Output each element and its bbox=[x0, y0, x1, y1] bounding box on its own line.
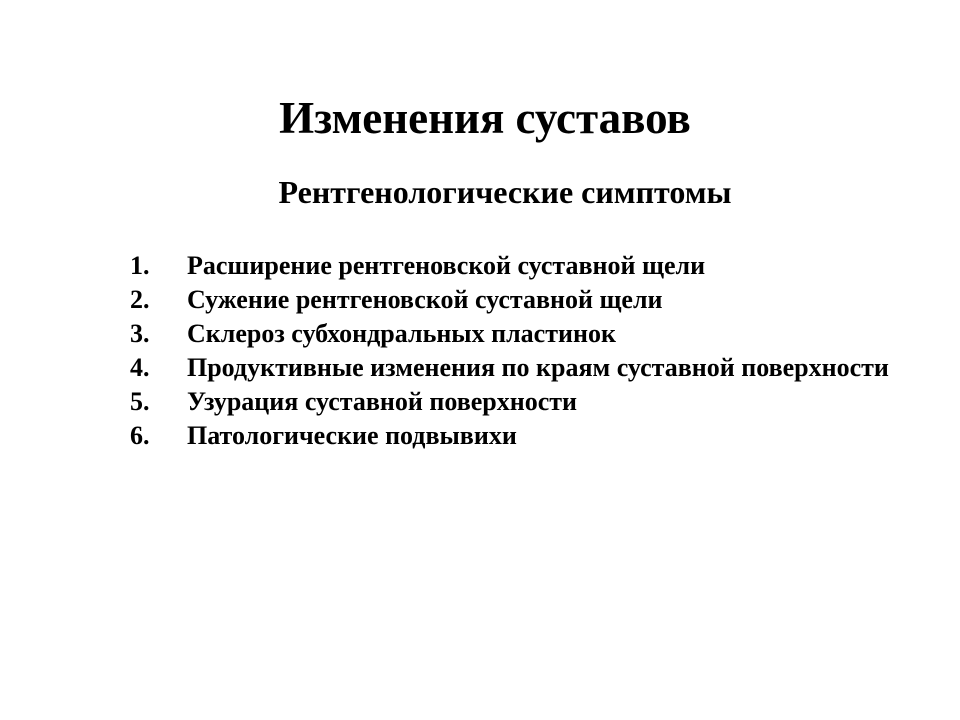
list-item-text: Продуктивные изменения по краям суставной поверхности bbox=[187, 353, 889, 382]
list-item-text: Сужение рентгеновской суставной щели bbox=[187, 285, 663, 314]
list-item bbox=[130, 353, 890, 382]
symptom-list bbox=[130, 251, 890, 458]
list-item-number: 1. bbox=[130, 251, 150, 280]
list-item-number: 3. bbox=[130, 319, 150, 348]
list-item bbox=[130, 251, 890, 280]
list-item-text: Расширение рентгеновской суставной щели bbox=[187, 251, 706, 280]
list-item bbox=[130, 387, 890, 416]
list-item-text: Патологические подвывихи bbox=[187, 421, 517, 450]
list-item bbox=[130, 319, 890, 348]
list-item-number: 6. bbox=[130, 421, 150, 450]
slide-title: Изменения суставов bbox=[279, 93, 691, 143]
list-item bbox=[130, 285, 890, 314]
slide-subtitle: Рентгенологические симптомы bbox=[278, 174, 732, 210]
list-item-number: 2. bbox=[130, 285, 150, 314]
list-item-number: 5. bbox=[130, 387, 150, 416]
list-item bbox=[130, 421, 890, 450]
list-item-text: Узурация суставной поверхности bbox=[187, 387, 578, 416]
list-item-number: 4. bbox=[130, 353, 150, 382]
list-item-text: Склероз субхондральных пластинок bbox=[187, 319, 616, 348]
